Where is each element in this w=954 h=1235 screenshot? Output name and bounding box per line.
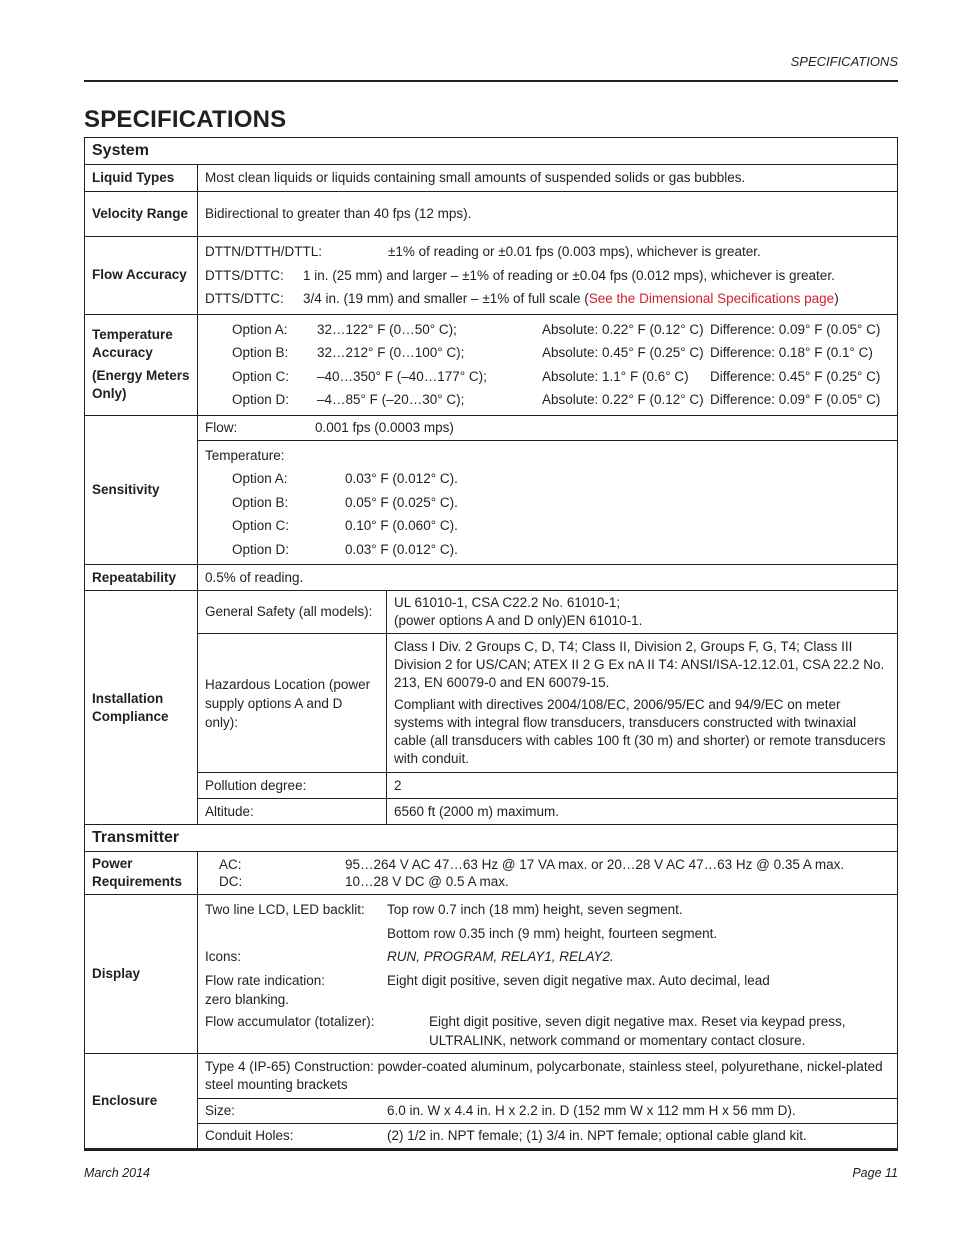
table-row-sensitivity-temperature xyxy=(85,440,898,565)
row-value: Type 4 (IP-65) Construction: powder-coated aluminum, polycarbonate, stainless steel, polyurethane, nickel-plated steel mounting brackets xyxy=(198,1053,898,1098)
row-label: Installation Compliance xyxy=(85,591,198,825)
row-key: Hazardous Location (power supply options A and D only): xyxy=(198,634,387,773)
row-value xyxy=(198,314,898,415)
row-value: 0.5% of reading. xyxy=(198,565,898,591)
section-row-system xyxy=(85,138,898,165)
section-title: Transmitter xyxy=(85,825,898,852)
row-value: AC: 95…264 V AC 47…63 Hz @ 17 VA max. or 20…28 V AC 47…63 Hz @ 0.35 A max. DC: 10…28 V DC @ 0.5 A max. xyxy=(198,852,898,895)
table-row-temperature-accuracy xyxy=(85,314,898,415)
row-value: 2 xyxy=(387,773,898,799)
flow-accuracy-line: DTTN/DTTH/DTTL: ±1% of reading or ±0.01 fps (0.003 mps), whichever is greater. xyxy=(205,244,761,259)
row-label: Sensitivity xyxy=(85,415,198,565)
footer-date: March 2014 xyxy=(84,1166,151,1180)
row-value: Size: 6.0 in. W x 4.4 in. H x 2.2 in. D (152 mm W x 112 mm H x 56 mm D). xyxy=(198,1098,898,1123)
table-row-velocity-range xyxy=(85,192,898,237)
row-label: Temperature Accuracy (Energy Meters Only) xyxy=(85,314,198,415)
table-row-enclosure-size xyxy=(85,1098,898,1123)
sensitivity-option: Option A: 0.03° F (0.012° C). xyxy=(232,471,458,486)
row-value: Conduit Holes: (2) 1/2 in. NPT female; (1) 3/4 in. NPT female; optional cable gland kit. xyxy=(198,1123,898,1148)
running-header: SPECIFICATIONS xyxy=(790,54,898,69)
table-row-altitude xyxy=(85,799,898,825)
row-value: Class I Div. 2 Groups C, D, T4; Class II, Division 2, Groups F, G, T4; Class III Division 2 for US/CAN; ATEX II 2 G Ex nA II T4: ANSI/ISA-12.12.01, CSA 22.2 No. 213, EN 60079-0 and EN 60079-15. Compliant with directives 2004/108/EC, 2006/95/EC and 94/9/EC on meter systems with integral flow transducers, transducers constructed with twinaxial cable (all transducers with cables 100 ft (30 m) and shorter) or remote transducers with conduit. xyxy=(387,634,898,773)
footer-page-number: Page 11 xyxy=(852,1166,898,1180)
temp-accuracy-option: Option D: –4…85° F (–20…30° C); Absolute: 0.22° F (0.12° C) Difference: 0.09° F (0.05° C) xyxy=(232,392,881,407)
table-row-power-requirements xyxy=(85,852,898,895)
table-row-enclosure-construction xyxy=(85,1053,898,1098)
temp-accuracy-option: Option C: –40…350° F (–40…177° C); Absolute: 1.1° F (0.6° C) Difference: 0.45° F (0.25° C) xyxy=(232,368,881,384)
table-row-pollution-degree xyxy=(85,773,898,799)
header-rule xyxy=(84,80,898,82)
row-value: Flow: 0.001 fps (0.0003 mps) xyxy=(198,415,898,440)
row-value: UL 61010-1, CSA C22.2 No. 61010-1; (power options A and D only)EN 61010-1. xyxy=(387,591,898,634)
sensitivity-option: Option D: 0.03° F (0.012° C). xyxy=(232,541,458,557)
table-row-flow-accuracy xyxy=(85,237,898,315)
table-row-liquid-types xyxy=(85,165,898,192)
section-row-transmitter xyxy=(85,825,898,852)
row-label: Velocity Range xyxy=(85,192,198,237)
table-row-repeatability xyxy=(85,565,898,591)
row-key: Altitude: xyxy=(198,799,387,825)
section-title: System xyxy=(85,138,898,165)
table-row-general-safety xyxy=(85,591,898,634)
row-value xyxy=(198,237,898,315)
row-value: Bidirectional to greater than 40 fps (12 mps). xyxy=(198,192,898,237)
row-value: Two line LCD, LED backlit: Top row 0.7 inch (18 mm) height, seven segment. Bottom row 0.35 inch (9 mm) height, fourteen segment. Icons: RUN, PROGRAM, RELAY1, RELAY2. Flow rate indication: Eight digit positive, seven digit negative max. Auto decimal, lead zero blanking. Flow accumulator (totalizer): Eight digit positive, seven digit negative max. Reset via keypad press, ULTRALINK, network command or momentary contact closure. xyxy=(198,895,898,1054)
row-value: Most clean liquids or liquids containing small amounts of suspended solids or gas bubbles. xyxy=(198,165,898,192)
row-value: 6560 ft (2000 m) maximum. xyxy=(387,799,898,825)
flow-accuracy-line: DTTS/DTTC: 1 in. (25 mm) and larger – ±1% of reading or ±0.04 fps (0.012 mps), whichever is greater. xyxy=(205,267,835,283)
table-row-enclosure-conduit xyxy=(85,1123,898,1148)
row-label: Repeatability xyxy=(85,565,198,591)
row-label: Display xyxy=(85,895,198,1054)
row-key: General Safety (all models): xyxy=(198,591,387,634)
row-label: Enclosure xyxy=(85,1053,198,1148)
page-title: SPECIFICATIONS xyxy=(84,106,287,133)
table-row-sensitivity-flow xyxy=(85,415,898,440)
table-row-hazardous-location xyxy=(85,634,898,773)
row-label: Flow Accuracy xyxy=(85,237,198,315)
row-label: Liquid Types xyxy=(85,165,198,192)
flow-accuracy-line: DTTS/DTTC: 3/4 in. (19 mm) and smaller – ±1% of full scale (See the Dimensional Specifications page) xyxy=(205,291,839,306)
row-value: Temperature: Option A: 0.03° F (0.012° C). Option B: 0.05° F (0.025° C). Option C: 0.10° F (0.060° C). Option D: 0.03° F (0.012° C). xyxy=(198,440,898,565)
temp-accuracy-option: Option B: 32…212° F (0…100° C); Absolute: 0.45° F (0.25° C) Difference: 0.18° F (0.1° C) xyxy=(232,345,873,360)
table-row-display xyxy=(85,895,898,1054)
dimensional-specifications-link[interactable]: See the Dimensional Specifications page xyxy=(588,291,835,306)
footer-rule xyxy=(84,1149,898,1151)
row-key: Pollution degree: xyxy=(198,773,387,799)
sensitivity-option: Option C: 0.10° F (0.060° C). xyxy=(232,518,458,533)
row-label: Power Requirements xyxy=(85,852,198,895)
temp-accuracy-option: Option A: 32…122° F (0…50° C); Absolute: 0.22° F (0.12° C) Difference: 0.09° F (0.05° C) xyxy=(232,321,881,337)
specifications-table xyxy=(84,137,898,1149)
sensitivity-option: Option B: 0.05° F (0.025° C). xyxy=(232,494,458,510)
